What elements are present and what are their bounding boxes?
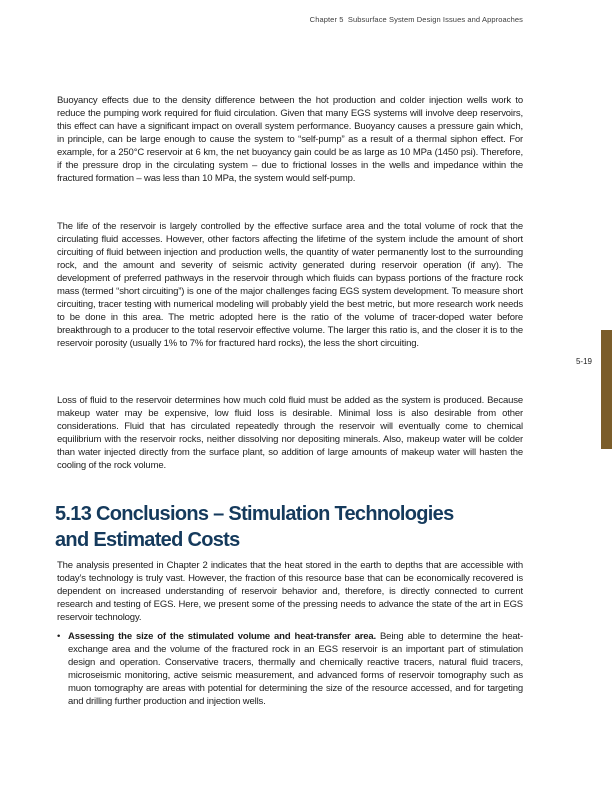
bullet-rest: Being able to determine the heat-exchange area and the volume of the fractured rock in an EGS reservoir is an important part of stimulation design and operation. Conservative tracers, thermally and chemically reactive tracers, natural fluid tracers, microseismic monitoring, active seismic measurement, and advanced forms of reservoir tomography such as muon tomography are areas with potential for determining the size of the resource accessed, and for targeting and drilling further production and injection wells. [68,631,523,707]
section-heading-line1: 5.13 Conclusions – Stimulation Technologies [55,503,454,526]
section-heading-line2: and Estimated Costs [55,529,240,552]
bullet-lead-bold: Assessing the size of the stimulated volume and heat-transfer area. [68,631,377,642]
bullet-marker: • [57,631,61,642]
paragraph-fluid-loss: Loss of fluid to the reservoir determines how much cold fluid must be added as the system is produced. Because makeup water may be expensive, low fluid loss is desirable. Minimal loss is also desirable from other considerations. Fluid that has circulated repeatedly through the reservoir will eventually come to chemical equilibrium with the reservoir rocks, neither dissolving nor depositing minerals. Also, makeup water will be colder than water injected directly from the surface plant, so addition of large amounts of makeup water will hasten the cooling of the rock volume. [57,394,523,471]
paragraph-buoyancy: Buoyancy effects due to the density difference between the hot production and colder injection wells work to reduce the pumping work required for fluid circulation. Given that many EGS systems will involve deep reservoirs, this effect can have a significant impact on overall system performance. Buoyancy causes a pressure gain which, in principle, can be large enough to cause the system to “self-pump” as a result of a thermal siphon effect. For example, for a 250°C reservoir at 6 km, the net buoyancy gain could be as large as 10 MPa (1450 psi). Therefore, if the pressure drop in the circulating system – due to frictional losses in the wells and impedance within the fractured formation – was less than 10 MPa, the system would self-pump. [57,94,523,184]
page-number: 5-19 [575,357,592,366]
chapter-edge-bar [601,330,612,449]
bullet-item [57,630,523,708]
bullet-text [68,630,523,708]
running-header: Chapter 5 Subsurface System Design Issues and Approaches [309,15,523,24]
paragraph-conclusions-intro: The analysis presented in Chapter 2 indicates that the heat stored in the earth to depths that are accessible with today’s technology is truly vast. However, the fraction of this resource base that can be economically recovered is dependent on increased understanding of reservoir behavior and, therefore, is directly connected to current research and testing of EGS. Here, we present some of the pressing needs to advance the state of the art in EGS reservoir technology. [57,559,523,623]
paragraph-reservoir-life: The life of the reservoir is largely controlled by the effective surface area and the total volume of rock that the circulating fluid accesses. However, other factors affecting the lifetime of the system include the amount of short circuiting of fluid between injection and production wells, the quantity of water permanently lost to the surrounding rock, and the amount and severity of seismic activity generated during reservoir operation (if any). The development of preferred pathways in the reservoir through which fluids can bypass portions of the fracture rock mass (termed “short circuiting”) is one of the major challenges facing EGS system development. To measure short circuiting, tracer testing with numerical modeling will probably yield the best metric, but more research work needs to be done in this area. The metric adopted here is the ratio of the volume of tracer-doped water before breakthrough to a producer to the total reservoir effective volume. The larger this ratio is, and the closer it is to the reservoir porosity (usually 1% to 7% for fractured hard rocks), the less the short circuiting. [57,220,523,349]
section-heading [55,501,555,553]
